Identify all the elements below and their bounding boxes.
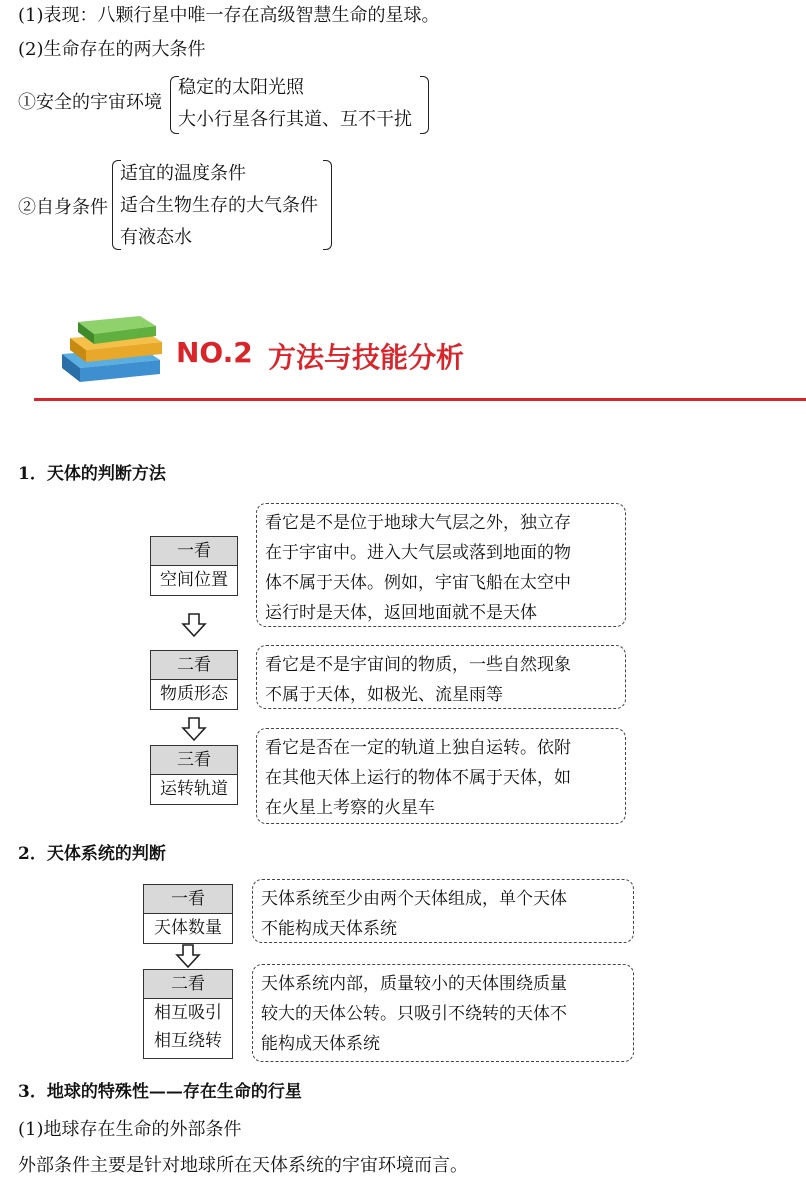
presence-line: (1)表现：八颗行星中唯一存在高级智慧生命的星球。 <box>18 5 440 26</box>
step-box <box>150 650 238 710</box>
desc-line: 看它是不是宇宙间的物质，一些自然现象 <box>265 655 571 675</box>
cond2-item: 适合生物生存的大气条件 <box>120 195 318 216</box>
desc-line: 运行时是天体，返回地面就不是天体 <box>265 603 537 623</box>
step-topic: 相互吸引 <box>154 1003 222 1023</box>
step-box <box>143 884 233 944</box>
cond1-item: 稳定的太阳光照 <box>178 77 304 98</box>
desc-line: 较大的天体公转。只吸引不绕转的天体不 <box>261 1004 567 1024</box>
step-description <box>256 503 626 627</box>
cond1-item: 大小行星各行其道、互不干扰 <box>178 109 412 130</box>
step-description <box>252 964 634 1062</box>
cond2-label: ②自身条件 <box>18 197 108 218</box>
banner-number: NO.2 <box>176 336 253 369</box>
down-arrow-icon <box>181 612 207 638</box>
cond1-right-brace <box>420 76 429 134</box>
books-icon <box>56 308 168 384</box>
step-label: 二看 <box>144 970 232 999</box>
step-topic: 相互绕转 <box>154 1031 222 1051</box>
desc-line: 不属于天体，如极光、流星雨等 <box>265 685 503 705</box>
step-box <box>150 536 238 596</box>
desc-line: 不能构成天体系统 <box>261 919 397 939</box>
section1-heading: 1．天体的判断方法 <box>18 464 166 484</box>
cond2-item: 有液态水 <box>120 227 192 248</box>
cond1-label: ①安全的宇宙环境 <box>18 92 162 113</box>
desc-line: 看它是不是位于地球大气层之外，独立存 <box>265 513 571 533</box>
step-description <box>256 645 626 709</box>
desc-line: 能构成天体系统 <box>261 1034 380 1054</box>
banner-title: 方法与技能分析 <box>268 341 465 374</box>
banner-rule <box>34 398 806 401</box>
step-box <box>150 745 238 805</box>
section2-heading: 2．天体系统的判断 <box>18 844 166 864</box>
step-label: 一看 <box>151 537 237 566</box>
down-arrow-icon <box>181 716 207 742</box>
two-conditions-heading: (2)生命存在的两大条件 <box>18 39 206 60</box>
step-label: 三看 <box>151 746 237 775</box>
down-arrow-icon <box>175 943 201 969</box>
step-description <box>252 879 634 943</box>
cond2-item: 适宜的温度条件 <box>120 163 246 184</box>
desc-line: 天体系统至少由两个天体组成，单个天体 <box>261 889 567 909</box>
section3-heading: 3．地球的特殊性——存在生命的行星 <box>18 1082 302 1102</box>
cond2-right-brace <box>323 160 332 250</box>
step-topic: 运转轨道 <box>160 779 228 799</box>
desc-line: 看它是否在一定的轨道上独自运转。依附 <box>265 738 571 758</box>
desc-line: 在其他天体上运行的物体不属于天体，如 <box>265 768 571 788</box>
step-label: 一看 <box>144 885 232 914</box>
desc-line: 在火星上考察的火星车 <box>265 798 435 818</box>
step-box <box>143 969 233 1059</box>
external-conditions-heading: (1)地球存在生命的外部条件 <box>18 1119 242 1140</box>
desc-line: 天体系统内部，质量较小的天体围绕质量 <box>261 974 567 994</box>
step-description <box>256 728 626 824</box>
external-conditions-text: 外部条件主要是针对地球所在天体系统的宇宙环境而言。 <box>18 1155 468 1176</box>
step-label: 二看 <box>151 651 237 680</box>
step-topic: 空间位置 <box>160 570 228 590</box>
step-topic: 物质形态 <box>160 684 228 704</box>
desc-line: 体不属于天体。例如，宇宙飞船在太空中 <box>265 573 571 593</box>
desc-line: 在于宇宙中。进入大气层或落到地面的物 <box>265 543 571 563</box>
step-topic: 天体数量 <box>154 918 222 938</box>
